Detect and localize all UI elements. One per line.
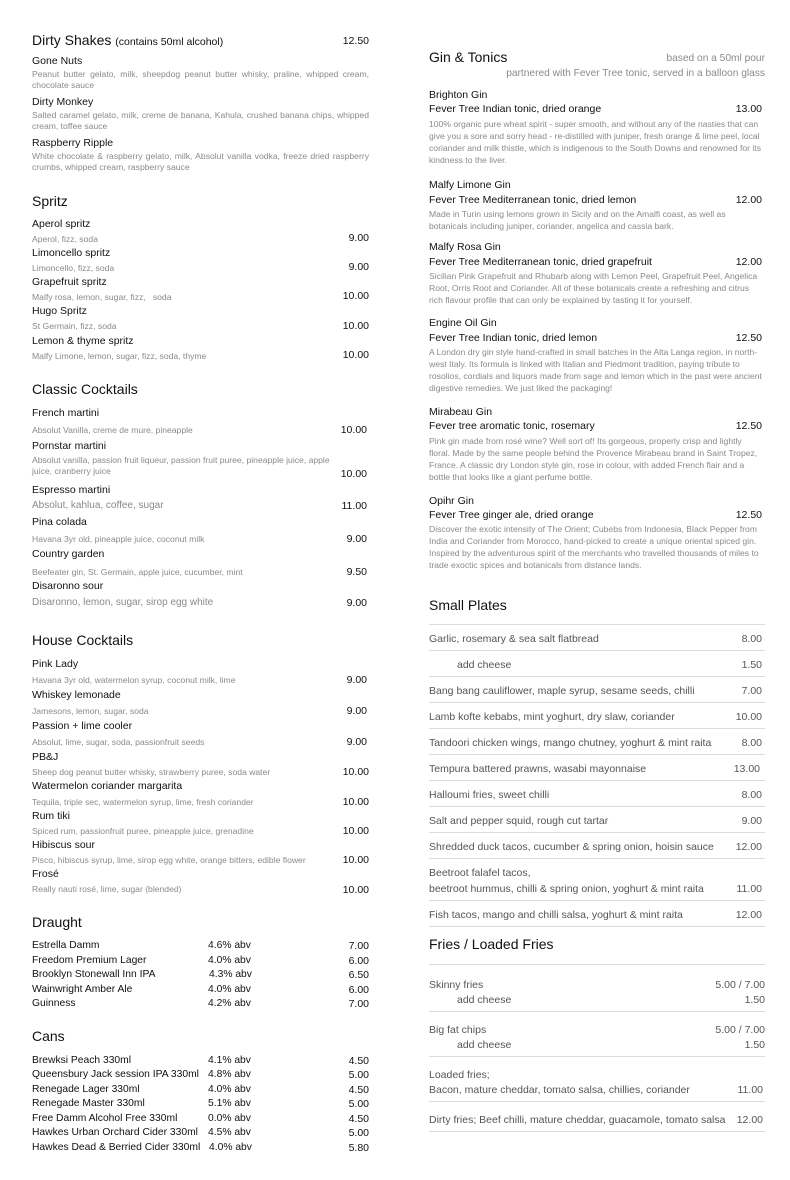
item-name: Pornstar martini [32,440,107,452]
gin-name: Malfy Limone Gin [429,179,511,191]
item-description: Sheep dog peanut butter whisky, strawberry puree, soda water [32,767,271,777]
section-title-draught: Draught [32,914,82,930]
gin-tonic: Fever Tree Mediterranean tonic, dried grapefruit [429,256,652,268]
item-name: Gone Nuts [32,55,83,67]
item-name: Lemon & thyme spritz [32,335,134,347]
item-description: Aperol, fizz, soda [32,234,98,244]
divider [429,780,765,781]
dirty-shakes-title: Dirty Shakes [32,32,112,48]
gin-description: Discover the exotic intensity of The Orient; Cubebs from Indonesia, Black Pepper from India and Coriander from Morocco, hand-picked to create a unique oriental spiced gin. Inspired by the adventurous spirit of the merchants who travelled thousands of miles to trade exoctic spices and botanicals from distance lands. [429,524,759,570]
beer-name: Estrella Damm [32,940,100,951]
item-price: 9.00 [346,597,367,609]
fries-name: Big fat chips [429,1024,487,1036]
item-description: Salted caramel gelato, milk, creme de banana, Kahula, crushed banana chips, whipped cream, toffee sauce [32,110,369,131]
divider [429,624,765,625]
plate-price: 7.00 [741,685,762,697]
item-name: Hibiscus sour [32,839,96,851]
item-price: 9.00 [346,533,367,545]
can-name: Brewksi Peach 330ml [32,1055,132,1066]
divider [429,926,765,927]
section-title-fries: Fries / Loaded Fries [429,936,554,952]
beer-price: 7.00 [348,940,369,952]
can-abv: 5.1% abv [208,1098,251,1109]
divider [429,1101,765,1102]
beer-name: Guinness [32,998,76,1009]
item-description: Beefeater gin, St. Germain, apple juice, cucumber, mint [32,567,243,577]
section-title-small-plates: Small Plates [429,597,507,613]
beer-abv: 4.0% abv [208,955,251,966]
gin-name: Brighton Gin [429,89,488,101]
item-price: 10.00 [342,349,369,361]
item-description: Jamesons, lemon, sugar, soda [32,706,149,716]
beer-abv: 4.3% abv [209,969,252,980]
gin-description: A London dry gin style hand-crafted in small batches in the Alta Langa region, in north-west Italy. Its formula is linked with Italian and Piedmont tradition, paying tribute to rosolios, cordials and liquors made from sage and lemon which in the past were ancient digestive remedies. We just liked the packaging! [429,347,762,393]
can-price: 4.50 [348,1084,369,1096]
section-title-cans: Cans [32,1028,65,1044]
section-title-dirty-shakes [32,32,223,48]
gin-price: 12.00 [735,194,762,206]
item-description: Tequila, triple sec, watermelon syrup, lime, fresh coriander [32,797,254,807]
item-price: 9.50 [346,566,367,578]
can-price: 5.00 [348,1069,369,1081]
gin-name: Malfy Rosa Gin [429,241,501,253]
fries-price: 12.00 [736,1114,763,1126]
fries-addon: add cheese [457,1039,512,1051]
plate-name: Fish tacos, mango and chilli salsa, yoghurt & mint raita [429,909,683,921]
gin-price: 12.50 [735,509,762,521]
divider [429,728,765,729]
gin-note-tonic: partnered with Fever Tree tonic, served in a balloon glass [506,68,765,79]
plate-name: Tandoori chicken wings, mango chutney, yoghurt & mint raita [429,737,712,749]
item-name: Country garden [32,548,105,560]
item-description: Really nauti rosé, lime, sugar (blended) [32,884,182,894]
gin-tonic: Fever Tree Mediterranean tonic, dried lemon [429,194,637,206]
beer-abv: 4.2% abv [208,998,251,1009]
item-description: White chocolate & raspberry gelato, milk, Absolut vanilla vodka, freeze dried raspberry crumbs, whipped cream, raspberry sauce [32,151,369,172]
section-title-house-cocktails: House Cocktails [32,632,134,648]
item-name: Pina colada [32,516,87,528]
item-description: Absolut vanilla, passion fruit liqueur, passion fruit puree, pineapple juice, apple juice, cranberry juice [32,455,330,476]
plate-price: 8.00 [741,789,762,801]
item-name: Hugo Spritz [32,305,87,317]
can-name: Renegade Lager 330ml [32,1084,140,1095]
gin-price: 12.50 [735,332,762,344]
can-price: 5.00 [348,1127,369,1139]
fries-addon-price: 1.50 [744,1039,765,1051]
can-name: Hawkes Dead & Berried Cider 330ml [32,1142,201,1153]
item-name: Passion + lime cooler [32,720,133,732]
divider [429,1131,765,1132]
plate-name: Garlic, rosemary & sea salt flatbread [429,633,599,645]
can-price: 4.50 [348,1113,369,1125]
can-abv: 4.0% abv [209,1142,252,1153]
plate-price: 12.00 [735,909,762,921]
divider [429,754,765,755]
plate-name: Bang bang cauliflower, maple syrup, sesame seeds, chilli [429,685,695,697]
item-price: 10.00 [342,320,369,332]
gin-price: 12.50 [735,420,762,432]
can-name: Queensbury Jack session IPA 330ml [32,1069,199,1080]
gin-name: Opihr Gin [429,495,474,507]
fries-addon: add cheese [457,994,512,1006]
item-price: 10.00 [342,766,369,778]
gin-tonic: Fever Tree Indian tonic, dried lemon [429,332,598,344]
item-name: Espresso martini [32,484,111,496]
fries-price: 5.00 / 7.00 [715,1024,765,1036]
item-price: 10.00 [342,825,369,837]
beer-name: Brooklyn Stonewall Inn IPA [32,969,156,980]
gin-price: 13.00 [735,103,762,115]
can-abv: 4.1% abv [208,1055,251,1066]
item-price: 10.00 [342,884,369,896]
item-description: Havana 3yr old, watermelon syrup, coconut milk, lime [32,675,236,685]
item-description: Malfy rosa, lemon, sugar, fizz, soda [32,292,172,302]
plate-name: Salt and pepper squid, rough cut tartar [429,815,609,827]
divider [429,858,765,859]
gin-name: Mirabeau Gin [429,406,493,418]
item-name: Watermelon coriander margarita [32,780,183,792]
item-name: Limoncello spritz [32,247,111,259]
plate-price: 8.00 [741,633,762,645]
section-title-spritz: Spritz [32,193,68,209]
item-price: 9.00 [346,736,367,748]
item-name: Whiskey lemonade [32,689,121,701]
can-name: Renegade Master 330ml [32,1098,145,1109]
can-abv: 4.5% abv [208,1127,251,1138]
fries-name: Loaded fries; [429,1069,490,1081]
plate-name-line2: beetroot hummus, chilli & spring onion, yoghurt & mint raita [429,883,704,895]
can-name: Free Damm Alcohol Free 330ml [32,1113,178,1124]
beer-price: 6.00 [348,984,369,996]
item-name: Grapefruit spritz [32,276,107,288]
gin-description: Pink gin made from rosé wine? Well sort of! Its gorgeous, properly crisp and lightly floral. Made by the same people behind the Provence Mirabeau brand in Saint Tropez, France. A classic dry London style gin, rose in colour, with added French flair and a bottle that looks like a giant perfume bottle. [429,436,758,482]
plate-price: 13.00 [733,763,760,775]
gin-description: Made in Turin using lemons grown in Sicily and on the Amalfi coast, as well as botanicals including juniper, coriander, angelica and cassia bark. [429,209,726,231]
can-abv: 4.0% abv [208,1084,251,1095]
beer-price: 7.00 [348,998,369,1010]
divider [429,806,765,807]
item-name: Rum tiki [32,810,70,822]
gin-price: 12.00 [735,256,762,268]
divider [429,1011,765,1012]
item-name: Dirty Monkey [32,96,94,108]
gin-name: Engine Oil Gin [429,317,497,329]
plate-name: Beetroot falafel tacos, [429,867,531,879]
dirty-shakes-note: (contains 50ml alcohol) [115,36,224,48]
item-price: 10.00 [340,468,367,480]
can-price: 4.50 [348,1055,369,1067]
plate-price: 11.00 [736,883,762,895]
beer-price: 6.50 [348,969,369,981]
item-price: 10.00 [342,796,369,808]
item-name: Pink Lady [32,658,79,670]
divider [429,650,765,651]
divider [429,900,765,901]
plate-price: 10.00 [735,711,762,723]
can-abv: 0.0% abv [208,1113,251,1124]
beer-abv: 4.6% abv [208,940,251,951]
item-name: Raspberry Ripple [32,137,114,149]
item-description: Absolut, kahlua, coffee, sugar [32,500,164,511]
plate-price: 1.50 [741,659,762,671]
can-abv: 4.8% abv [208,1069,251,1080]
item-price: 9.00 [346,674,367,686]
item-description: Peanut butter gelato, milk, sheepdog peanut butter whisky, praline, whipped cream, chocolate sauce [32,69,369,90]
plate-price: 12.00 [735,841,762,853]
gin-note-pour: based on a 50ml pour [666,53,765,64]
item-name: Aperol spritz [32,218,91,230]
divider [429,702,765,703]
gin-tonic: Fever Tree Indian tonic, dried orange [429,103,602,115]
fries-addon-price: 1.50 [744,994,765,1006]
item-price: 9.00 [348,232,369,244]
fries-price: 11.00 [737,1084,763,1096]
can-price: 5.00 [348,1098,369,1110]
item-price: 9.00 [346,705,367,717]
section-title-gin-tonics: Gin & Tonics [429,49,508,65]
gin-tonic: Fever Tree ginger ale, dried orange [429,509,594,521]
item-name: French martini [32,407,100,419]
dirty-shakes-price: 12.50 [342,35,369,47]
fries-price: 5.00 / 7.00 [715,979,765,991]
divider [429,1056,765,1057]
fries-name: Dirty fries; Beef chilli, mature cheddar, guacamole, tomato salsa [429,1114,726,1126]
divider [429,676,765,677]
item-name: Frosé [32,868,59,880]
item-description: St Germain, fizz, soda [32,321,117,331]
plate-name: Halloumi fries, sweet chilli [429,789,550,801]
item-description: Disaronno, lemon, sugar, sirop egg white [32,597,214,608]
item-price: 10.00 [342,854,369,866]
beer-name: Wainwright Amber Ale [32,984,133,995]
plate-price: 9.00 [741,815,762,827]
gin-tonic: Fever tree aromatic tonic, rosemary [429,420,595,432]
beer-name: Freedom Premium Lager [32,955,147,966]
plate-addon: add cheese [457,659,512,671]
beer-price: 6.00 [348,955,369,967]
item-price: 10.00 [342,290,369,302]
can-price: 5.80 [348,1142,369,1154]
can-name: Hawkes Urban Orchard Cider 330ml [32,1127,198,1138]
plate-name: Tempura battered prawns, wasabi mayonnaise [429,763,647,775]
fries-name-line2: Bacon, mature cheddar, tomato salsa, chillies, coriander [429,1084,690,1096]
item-price: 10.00 [340,424,367,436]
item-description: Limoncello, fizz, soda [32,263,115,273]
gin-description: 100% organic pure wheat spirit - super smooth, and without any of the nasties that can give you a sore and sorry head - re-distilled with juniper, fresh orange & lime peel, local coriander and milk thistle, which is indigenous to the South Downs and renowned for its kindness to the liver. [429,119,761,165]
plate-price: 8.00 [741,737,762,749]
item-name: Disaronno sour [32,580,104,592]
item-price: 11.00 [341,500,367,512]
plate-name: Shredded duck tacos, cucumber & spring onion, hoisin sauce [429,841,714,853]
item-price: 9.00 [348,261,369,273]
fries-name: Skinny fries [429,979,484,991]
item-description: Malfy Limone, lemon, sugar, fizz, soda, thyme [32,351,207,361]
plate-name: Lamb kofte kebabs, mint yoghurt, dry slaw, coriander [429,711,675,723]
item-name: PB&J [32,751,59,763]
item-description: Absolut Vanilla, creme de mure, pineapple [32,425,193,435]
gin-description: Sicilian Pink Grapefruit and Rhubarb along with Lemon Peel, Grapefruit Peel, Angelica Root, Orris Root and Coriander. All of these botanicals create a refreshing and citrus rich flavour profile that can only be explained by tasting it for yourself. [429,271,758,305]
item-description: Spiced rum, passionfruit puree, pineapple juice, grenadine [32,826,254,836]
divider [429,964,765,965]
section-title-classic-cocktails: Classic Cocktails [32,381,138,397]
item-description: Absolut, lime, sugar, soda, passionfruit seeds [32,737,205,747]
beer-abv: 4.0% abv [208,984,251,995]
item-description: Havana 3yr old, pineapple juice, coconut milk [32,534,205,544]
divider [429,832,765,833]
item-description: Pisco, hibiscus syrup, lime, sirop egg white, orange bitters, edible flower [32,855,306,865]
